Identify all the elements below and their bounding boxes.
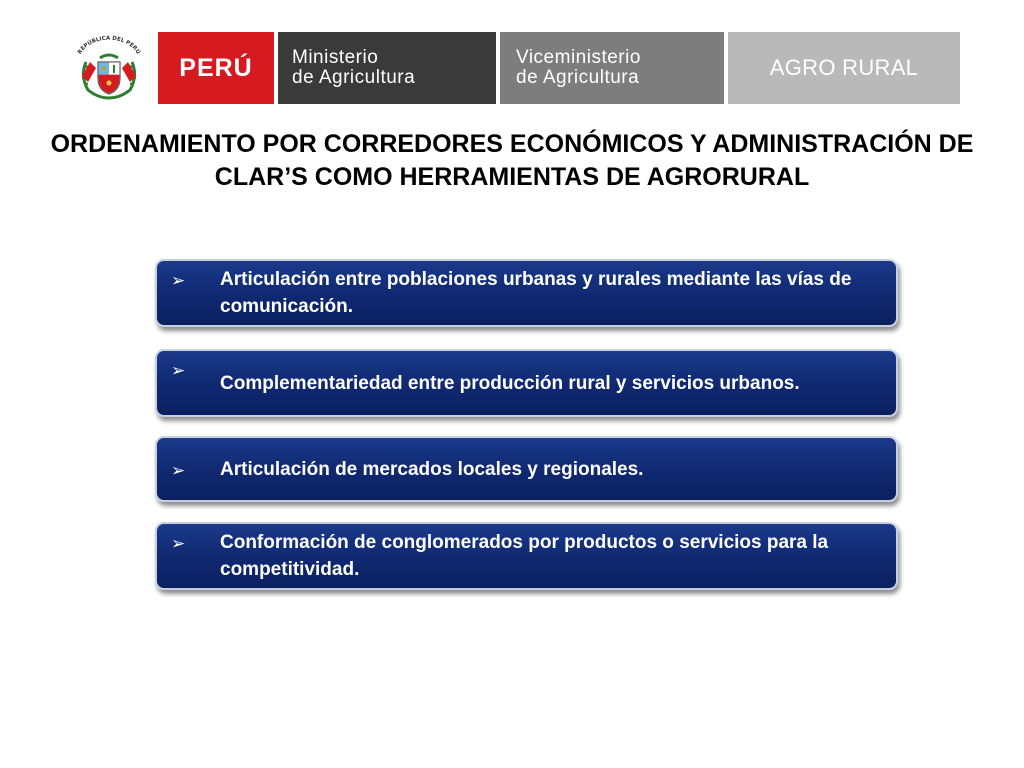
bullet-box-1 bbox=[155, 259, 898, 327]
arrow-bullet-icon: ➢ bbox=[171, 361, 186, 380]
svg-text:REPÚBLICA DEL PERÚ bbox=[77, 36, 142, 56]
slide-title: ORDENAMIENTO POR CORREDORES ECONÓMICOS Y ADMINISTRACIÓN DE CLAR’S COMO HERRAMIENTAS DE AGRORURAL bbox=[50, 130, 974, 191]
bullet-box-3 bbox=[155, 436, 898, 502]
arrow-bullet-icon: ➢ bbox=[171, 534, 186, 553]
crest-text: REPÚBLICA DEL PERÚ bbox=[77, 35, 141, 56]
arrow-bullet-icon: ➢ bbox=[171, 461, 186, 480]
ministerio-line-2: de Agricultura bbox=[292, 67, 416, 88]
coat-of-arms-icon bbox=[64, 32, 154, 104]
bullet-text-1: Articulación entre poblaciones urbanas y rurales mediante las vías de comunicación. bbox=[220, 269, 852, 317]
header-banner bbox=[64, 32, 960, 104]
peru-label: PERÚ bbox=[158, 32, 274, 104]
viceministerio-line-2: de Agricultura bbox=[516, 67, 640, 88]
bullet-box-4 bbox=[155, 522, 898, 590]
bullet-box-2 bbox=[155, 349, 898, 417]
arrow-bullet-icon: ➢ bbox=[171, 271, 186, 290]
ministerio-line-1: Ministerio bbox=[292, 47, 379, 68]
bullet-text-4: Conformación de conglomerados por productos o servicios para la competitividad. bbox=[220, 532, 829, 580]
agrorural-label: AGRO RURAL bbox=[728, 32, 960, 104]
bullet-text-2: Complementariedad entre producción rural y servicios urbanos. bbox=[220, 372, 800, 394]
viceministerio-line-1: Viceministerio bbox=[516, 47, 641, 68]
ministerio-label bbox=[278, 32, 496, 104]
bullet-text-3: Articulación de mercados locales y regionales. bbox=[220, 458, 644, 480]
viceministerio-label bbox=[500, 32, 724, 104]
